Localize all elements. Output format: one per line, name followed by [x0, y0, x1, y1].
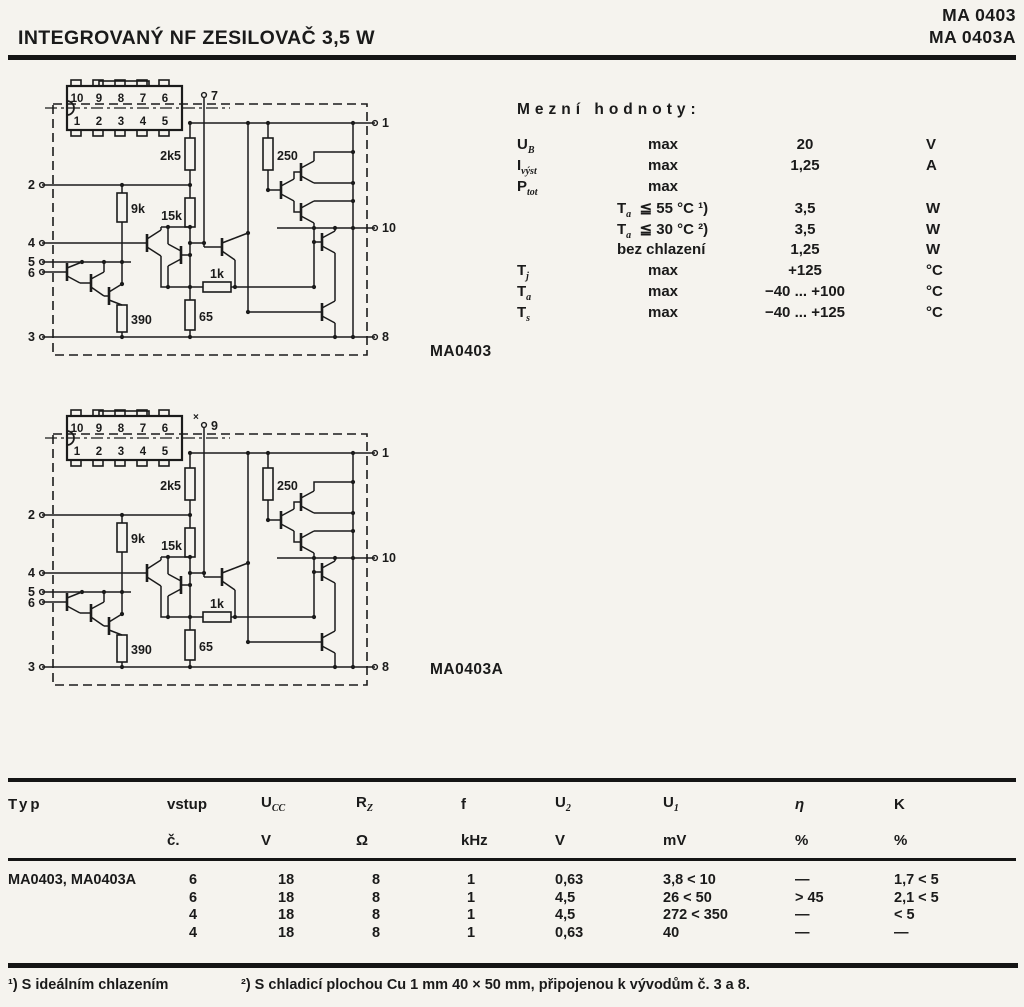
- table-cell: 0,63: [555, 924, 584, 941]
- table-cell: > 45: [795, 889, 824, 906]
- limit-value: 3,5: [794, 221, 816, 238]
- limit-condition: $T_a$ ≦ 30 °C ²): [617, 221, 709, 241]
- limit-condition: max: [648, 304, 679, 321]
- table-unit-cell: Ω: [356, 831, 369, 849]
- table-unit-cell: V: [261, 831, 272, 849]
- svg-text:1: 1: [73, 116, 81, 128]
- table-cell: —: [795, 907, 810, 923]
- svg-text:9: 9: [95, 423, 103, 435]
- table-cell: [8, 890, 167, 908]
- table-header-cell: f: [461, 795, 466, 813]
- svg-text:2: 2: [28, 178, 35, 192]
- svg-text:5: 5: [161, 116, 169, 128]
- limits-table: [517, 136, 1017, 325]
- table-cell: 6: [189, 889, 198, 906]
- table-rule-top: [8, 778, 1016, 782]
- limit-symbol: $T_a$: [517, 283, 532, 303]
- table-unit-cell: č.: [167, 831, 180, 849]
- limit-symbol: $T_j$: [517, 262, 529, 282]
- table-cell: —: [795, 924, 810, 941]
- svg-text:10: 10: [70, 423, 84, 435]
- table-cell: 1: [467, 924, 476, 941]
- limit-value: −40 ... +100: [764, 283, 846, 300]
- table-unit-cell: mV: [663, 831, 687, 849]
- limit-value: 3,5: [794, 200, 816, 217]
- table-row: [8, 925, 1016, 943]
- svg-text:4: 4: [28, 566, 35, 580]
- table-cell: 0,63: [555, 872, 584, 888]
- svg-text:6: 6: [161, 93, 169, 105]
- svg-text:4: 4: [139, 116, 147, 128]
- table-header-cell: Typ: [8, 795, 43, 813]
- svg-text:5: 5: [28, 585, 35, 599]
- limit-symbol: $T_s$: [517, 304, 531, 324]
- circuit-label-ma0403: MA0403: [430, 343, 492, 360]
- svg-text:15k: 15k: [161, 209, 182, 223]
- table-cell: —: [795, 872, 810, 888]
- svg-text:5: 5: [28, 255, 35, 269]
- limit-unit: °C: [926, 283, 943, 300]
- svg-text:7: 7: [139, 93, 147, 105]
- svg-text:4: 4: [28, 236, 35, 250]
- table-row: [8, 907, 1016, 925]
- table-header-cell: $R_Z$: [356, 794, 373, 814]
- limits-row: [517, 199, 1017, 220]
- limits-row: [517, 304, 1017, 325]
- table-cell: 8: [372, 924, 381, 941]
- limit-condition: bez chlazení: [617, 241, 706, 258]
- circuit-schematic: [25, 72, 396, 364]
- table-unit-cell: V: [555, 831, 566, 849]
- table-cell: MA0403, MA0403A: [8, 872, 137, 888]
- svg-text:6: 6: [28, 266, 35, 280]
- table-header-cell: $U_1$: [663, 794, 679, 814]
- svg-text:3: 3: [117, 446, 125, 458]
- table-cell: 18: [278, 907, 295, 923]
- table-header-cell: $U_2$: [555, 794, 571, 814]
- svg-text:5: 5: [161, 446, 169, 458]
- limit-unit: W: [926, 221, 941, 238]
- table-cell: 3,8 < 10: [663, 872, 716, 888]
- limits-row: [517, 283, 1017, 304]
- table-header-cell: vstup: [167, 795, 208, 813]
- svg-text:8: 8: [382, 330, 389, 344]
- table-cell: 18: [278, 924, 295, 941]
- limits-row: [517, 178, 1017, 199]
- svg-text:3: 3: [28, 660, 35, 674]
- svg-text:3: 3: [117, 116, 125, 128]
- table-cell: 272 < 350: [663, 907, 728, 923]
- table-header-cell: $U_{CC}$: [261, 794, 286, 814]
- limits-row: [517, 220, 1017, 241]
- svg-text:6: 6: [161, 423, 169, 435]
- svg-text:2k5: 2k5: [160, 479, 181, 493]
- schematic-ma0403a: [25, 402, 396, 694]
- parameters-table-header: [8, 786, 1016, 858]
- limit-condition: max: [648, 136, 679, 153]
- limit-condition: $T_a$ ≦ 55 °C ¹): [617, 200, 709, 220]
- table-cell: 4: [189, 907, 198, 923]
- table-cell: 6: [189, 872, 198, 888]
- limit-condition: max: [648, 283, 679, 300]
- svg-text:6: 6: [28, 596, 35, 610]
- svg-text:8: 8: [117, 423, 125, 435]
- limit-value: 20: [796, 136, 814, 153]
- limit-condition: max: [648, 262, 679, 279]
- svg-text:1: 1: [382, 116, 389, 130]
- limit-symbol: $I_{výst}$: [517, 157, 537, 177]
- table-unit-cell: %: [894, 831, 908, 849]
- svg-text:7: 7: [211, 89, 218, 103]
- limit-unit: W: [926, 241, 941, 258]
- schematic-ma0403: [25, 72, 396, 364]
- table-cell: 40: [663, 924, 680, 941]
- limits-row: [517, 241, 1017, 262]
- table-cell: 4: [189, 924, 198, 941]
- table-cell: 18: [278, 872, 295, 888]
- svg-text:8: 8: [382, 660, 389, 674]
- limit-unit: W: [926, 200, 941, 217]
- limit-condition: max: [648, 157, 679, 174]
- table-cell: 18: [278, 889, 295, 906]
- limit-unit: °C: [926, 304, 943, 321]
- parameters-table-body: [8, 872, 1016, 942]
- limits-row: [517, 157, 1017, 178]
- svg-text:9: 9: [211, 419, 218, 433]
- limits-heading: Mezní hodnoty:: [517, 101, 701, 118]
- limit-symbol: $U_B$: [517, 136, 535, 156]
- svg-text:×: ×: [193, 412, 199, 423]
- table-header-cell: η: [795, 795, 805, 813]
- limits-row: [517, 136, 1017, 157]
- table-cell: 1: [467, 889, 476, 906]
- svg-text:1: 1: [73, 446, 81, 458]
- limit-unit: A: [926, 157, 937, 174]
- table-cell: [8, 925, 167, 943]
- svg-text:250: 250: [277, 479, 298, 493]
- table-cell: 4,5: [555, 907, 576, 923]
- table-header-row: [8, 786, 1016, 822]
- limit-unit: V: [926, 136, 937, 153]
- svg-text:10: 10: [70, 93, 84, 105]
- table-cell: 4,5: [555, 889, 576, 906]
- limit-unit: °C: [926, 262, 943, 279]
- limit-symbol: $P_{tot}$: [517, 178, 538, 198]
- svg-text:2: 2: [28, 508, 35, 522]
- circuit-schematic: [25, 402, 396, 694]
- limits-row: [517, 262, 1017, 283]
- table-cell: < 5: [894, 907, 915, 923]
- table-cell: 8: [372, 907, 381, 923]
- limit-value: 1,25: [790, 157, 820, 174]
- table-cell: 8: [372, 872, 381, 888]
- table-cell: 1: [467, 872, 476, 888]
- svg-text:390: 390: [131, 643, 152, 657]
- page-title: INTEGROVANÝ NF ZESILOVAČ 3,5 W: [18, 27, 375, 49]
- svg-text:9k: 9k: [131, 532, 145, 546]
- part-number-secondary: MA 0403A: [929, 27, 1016, 47]
- table-cell: 2,1 < 5: [894, 889, 939, 906]
- footnote-1: ¹) S ideálním chlazením: [8, 977, 169, 993]
- svg-text:10: 10: [382, 221, 396, 235]
- svg-text:9: 9: [95, 93, 103, 105]
- svg-text:250: 250: [277, 149, 298, 163]
- svg-text:390: 390: [131, 313, 152, 327]
- part-number-primary: MA 0403: [942, 5, 1016, 25]
- limit-value: 1,25: [790, 241, 820, 258]
- limit-value: −40 ... +125: [764, 304, 846, 321]
- table-row: [8, 872, 1016, 890]
- circuit-label-ma0403a: MA0403A: [430, 661, 504, 678]
- svg-text:7: 7: [139, 423, 147, 435]
- table-unit-cell: %: [795, 831, 809, 849]
- footnote-2: ²) S chladicí plochou Cu 1 mm 40 × 50 mm, připojenou k vývodům č. 3 a 8.: [241, 977, 750, 993]
- svg-text:2: 2: [95, 446, 103, 458]
- table-rule-bottom: [8, 963, 1018, 968]
- limit-condition: max: [648, 178, 679, 195]
- table-cell: [8, 907, 167, 925]
- table-cell: 1: [467, 907, 476, 923]
- svg-text:9k: 9k: [131, 202, 145, 216]
- svg-text:1: 1: [382, 446, 389, 460]
- table-rule-mid: [8, 858, 1016, 861]
- table-cell: —: [894, 924, 909, 941]
- table-cell: 1,7 < 5: [894, 872, 939, 888]
- table-cell: 8: [372, 889, 381, 906]
- svg-text:2k5: 2k5: [160, 149, 181, 163]
- svg-text:4: 4: [139, 446, 147, 458]
- svg-text:1k: 1k: [210, 267, 224, 281]
- limit-value: +125: [788, 262, 822, 279]
- svg-text:65: 65: [199, 310, 213, 324]
- table-header-cell: K: [894, 795, 905, 813]
- svg-text:2: 2: [95, 116, 103, 128]
- table-unit-row: [8, 822, 1016, 858]
- svg-text:10: 10: [382, 551, 396, 565]
- table-row: [8, 890, 1016, 908]
- table-unit-cell: kHz: [461, 831, 488, 849]
- svg-text:8: 8: [117, 93, 125, 105]
- table-cell: 26 < 50: [663, 889, 712, 906]
- svg-text:15k: 15k: [161, 539, 182, 553]
- svg-text:3: 3: [28, 330, 35, 344]
- header-rule: [8, 55, 1016, 60]
- svg-text:1k: 1k: [210, 597, 224, 611]
- svg-text:65: 65: [199, 640, 213, 654]
